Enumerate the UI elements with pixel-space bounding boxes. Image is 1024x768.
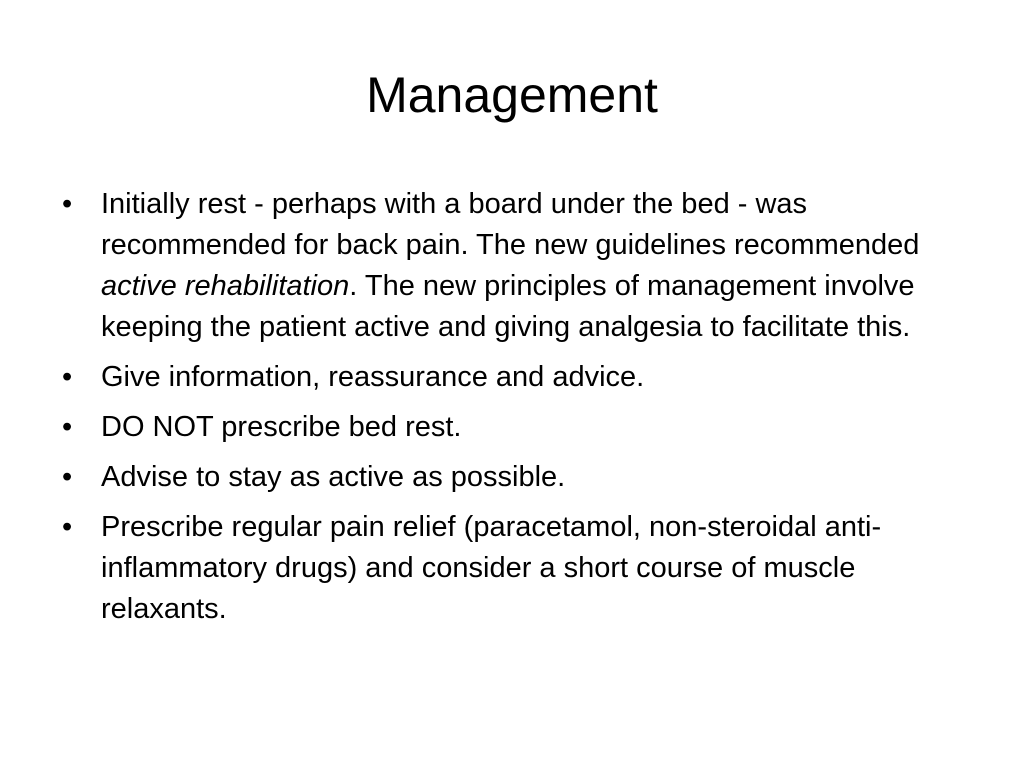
bullet-text: Give information, reassurance and advice.: [101, 361, 645, 393]
bullet-list: [62, 184, 974, 639]
bullet-emphasis: active rehabilitation: [101, 270, 350, 302]
bullet-text: Advise to stay as active as possible.: [101, 461, 566, 493]
bullet-item-information: [62, 357, 974, 398]
bullet-item-rest: [62, 184, 974, 348]
bullet-icon: •: [62, 461, 73, 493]
bullet-icon: •: [62, 411, 73, 443]
slide-title: Management: [366, 67, 658, 123]
bullet-item-pain-relief: [62, 507, 974, 630]
bullet-text: Prescribe regular pain relief (paracetamol, non-steroidal anti-inflammatory drugs) and consider a short course of muscle relaxants.: [101, 511, 882, 625]
bullet-text-start: Initially rest - perhaps with a board under the bed - was recommended for back pain. The new guidelines recommended: [101, 188, 920, 261]
bullet-text: DO NOT prescribe bed rest.: [101, 411, 462, 443]
bullet-icon: •: [62, 361, 73, 393]
bullet-text-end: . The new principles of management involve keeping the patient active and giving analgesia to facilitate this.: [101, 270, 915, 343]
bullet-icon: •: [62, 511, 73, 543]
bullet-icon: •: [62, 188, 73, 220]
bullet-item-stay-active: [62, 457, 974, 498]
bullet-item-no-bed-rest: [62, 407, 974, 448]
